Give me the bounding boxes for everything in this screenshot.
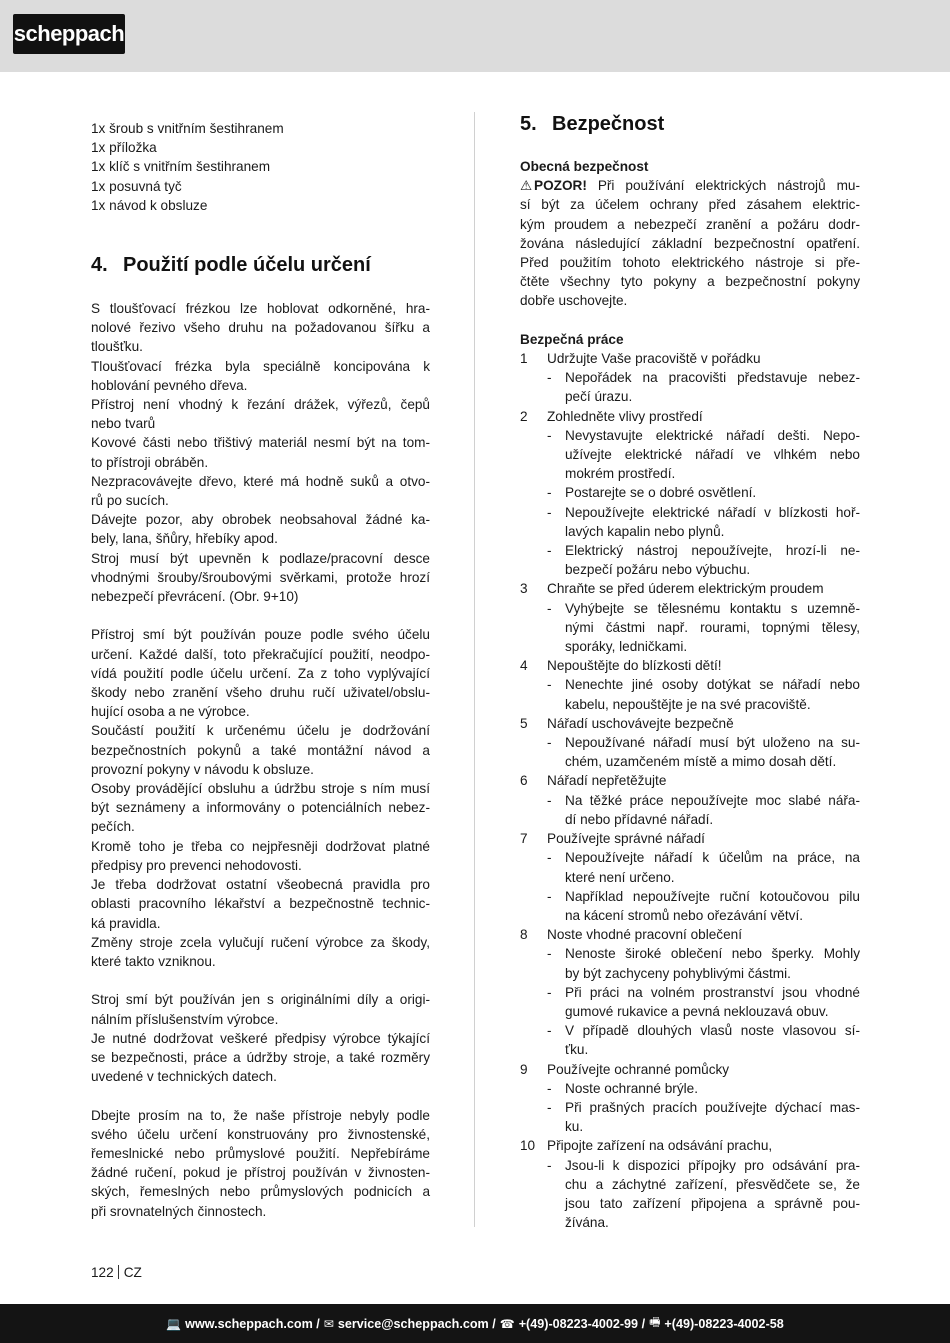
text-line: chu a záchytné zařízení, přesvědčete se, že: [565, 1176, 860, 1192]
safety-bullet: [520, 1079, 860, 1098]
paragraph: [91, 510, 430, 548]
safety-bullet: [520, 426, 860, 484]
paragraph: [91, 721, 430, 779]
safety-bullet: [520, 887, 860, 925]
text-line: Elektrický nástroj nepoužívejte, hrozí-li ne-: [565, 543, 860, 559]
text-line: Nenechte jiné osoby dotýkat se nářadí nebo: [565, 677, 860, 693]
item-number: 9: [520, 1061, 528, 1077]
section-4-heading: 4. Použití podle účelu určení: [91, 254, 371, 277]
text-line: čtěte všechny tyto pokyny a bezpečnostní pokyny: [520, 274, 860, 290]
text-line: řemeslnické nebo průmyslové použití. Nepřebíráme: [91, 1145, 430, 1161]
item-number: 10: [520, 1138, 536, 1154]
mail-icon: ✉: [323, 1316, 334, 1331]
text-line: Postarejte se o dobré osvětlení.: [565, 485, 757, 501]
item-number: 8: [520, 927, 528, 943]
item-title: Zohledněte vlivy prostředí: [547, 408, 703, 424]
safety-bullet: [520, 541, 860, 579]
text-line: rů po sucích.: [91, 493, 169, 509]
item-number: 1: [520, 351, 528, 367]
text-line: Nezpracovávejte dřevo, které má hodně suků a otvo-: [91, 473, 430, 489]
item-title: Chraňte se před úderem elektrickým proudem: [547, 581, 824, 597]
parts-list-item: 1x posuvná tyč: [91, 178, 182, 194]
paragraph: [91, 875, 430, 933]
paragraph: [91, 357, 430, 395]
dash-marker: -: [547, 1080, 552, 1096]
text-line: lavých kapalin nebo plynů.: [565, 523, 725, 539]
parts-list-item: 1x šroub s vnitřním šestihranem: [91, 121, 284, 136]
safety-bullet: [520, 675, 860, 713]
paragraph: [91, 395, 430, 433]
item-title: Nářadí nepřetěžujte: [547, 773, 667, 789]
item-title: Používejte ochranné pomůcky: [547, 1061, 730, 1077]
dash-marker: -: [547, 946, 552, 962]
header-bar: [0, 0, 950, 72]
footer-phone: +(49)-08223-4002-99 /: [518, 1316, 646, 1331]
text-line: vhodnými šrouby/šroubovými svěrkami, protože hrozí: [91, 569, 430, 585]
text-line: ku.: [565, 1119, 584, 1135]
text-line: kabelu, nepouštějte je na své pracoviště.: [565, 696, 811, 712]
text-line: pečí úrazu.: [565, 389, 633, 405]
safety-item: [520, 407, 860, 426]
text-line: Stroj musí být upevněn k podlaze/pracovní desce: [91, 550, 430, 566]
paragraph: [91, 433, 430, 471]
text-line: žována následující základní bezpečnostní opatření.: [520, 235, 860, 251]
item-title: Používejte správné nářadí: [547, 831, 705, 847]
text-line: ká pravidla.: [91, 915, 161, 931]
safety-item: [520, 829, 860, 848]
text-line: ťku.: [565, 1042, 589, 1058]
text-line: Osoby provádějící obsluhu a údržbu stroje s ním musí: [91, 781, 430, 797]
paragraph: [91, 1106, 430, 1221]
section-5-heading: 5. Bezpečnost: [520, 113, 665, 135]
text-line: které není určeno.: [565, 869, 675, 885]
text-line: nálním příslušenstvím výrobce.: [91, 1011, 279, 1027]
text-line: Změny stroje zcela vylučují ručení výrobce za škody,: [91, 934, 430, 950]
safety-bullet: [520, 983, 860, 1021]
dash-marker: -: [547, 1099, 552, 1115]
text-line: sí být za účelem ochrany před zásahem elektric-: [520, 197, 860, 213]
item-number: 2: [520, 408, 528, 424]
text-line: Vyhýbejte se tělesnému kontaktu s uzemně-: [565, 600, 860, 616]
paragraph: [91, 299, 430, 357]
text-line: Při práci na volném prostranství jsou vhodné: [565, 984, 860, 1000]
paragraph: [91, 472, 430, 510]
paragraph: [91, 990, 430, 1028]
text-line: nými částmi např. rourami, topnými tělesy,: [565, 619, 860, 635]
safety-bullet: [520, 791, 860, 829]
text-line: určení. Každé další, toto překračující použití, neodpo-: [91, 646, 430, 662]
paragraph: [91, 625, 430, 721]
text-line: Nepoužívejte nářadí k účelům na práce, na: [565, 850, 860, 866]
item-title: Nepouštějte do blízkosti dětí!: [547, 658, 722, 674]
text-line: vídá použití podle účelu určení. Za z toho vyplývající: [91, 665, 430, 681]
safety-bullet: [520, 503, 860, 541]
text-line: gumové rukavice a pevná neklouzavá obuv.: [565, 1003, 829, 1019]
item-number: 7: [520, 831, 528, 847]
text-line: dí nebo přídavné nářadí.: [565, 811, 714, 827]
text-line: Nevystavujte elektrické nářadí dešti. Nepo-: [565, 427, 860, 443]
safety-bullet: [520, 1098, 860, 1136]
text-line: Před použitím tohoto elektrického nástroje si pře-: [520, 255, 860, 271]
text-line: oblasti pracovního lékařství a bezpečnostně technic-: [91, 896, 430, 912]
safe-work-heading: Bezpečná práce: [520, 331, 624, 347]
text-line: bely, lana, šňůry, hřebíky apod.: [91, 531, 278, 547]
computer-icon: 💻: [166, 1316, 182, 1331]
text-line: to přístroji obráběn.: [91, 454, 209, 470]
text-line: Dávejte pozor, aby obrobek neobsahoval žádné ka-: [91, 512, 430, 528]
text-line: Například nepoužívejte ruční kotoučovou pilu: [565, 888, 860, 904]
footer-email[interactable]: service@scheppach.com /: [337, 1316, 496, 1331]
paragraph: [91, 549, 430, 607]
warning-icon: ⚠: [520, 178, 533, 194]
dash-marker: -: [547, 370, 552, 386]
text-line: být seznámeny a informovány o potenciálních nebez-: [91, 800, 430, 816]
paragraph: [91, 933, 430, 971]
parts-list: [91, 119, 430, 215]
text-line: svého účelu určení konstruovány pro živnostenské,: [91, 1126, 430, 1142]
text-line: chém, uzamčeném místě a mimo dosah dětí.: [565, 754, 837, 770]
dash-marker: -: [547, 1023, 552, 1039]
text-line: škody nebo zranění všeho druhu ručí uživatel/obslu-: [91, 685, 430, 701]
text-line: Dbejte prosím na to, že naše přístroje nebyly podle: [91, 1107, 430, 1123]
left-column: [91, 119, 430, 1221]
safety-item: [520, 349, 860, 368]
dash-marker: -: [547, 792, 552, 808]
column-divider: [474, 112, 475, 1227]
dash-marker: -: [547, 600, 552, 616]
footer-website[interactable]: www.scheppach.com /: [185, 1316, 320, 1331]
text-line: na kácení stromů nebo ořezávání větví.: [565, 907, 804, 923]
text-line: mokrém prostředí.: [565, 466, 676, 482]
text-line: Kovové části nebo třištivý materiál nesmí být na tom-: [91, 435, 430, 451]
safety-bullet: [520, 1021, 860, 1059]
fax-icon: 🖷: [649, 1315, 661, 1329]
page-number: 122 CZ: [91, 1265, 142, 1280]
item-title: Připojte zařízení na odsávání prachu,: [547, 1138, 773, 1154]
text-line: Je třeba dodržovat ostatní všeobecná pravidla pro: [91, 877, 430, 893]
text-line: při srovnatelných činnostech.: [91, 1203, 267, 1219]
safety-item: [520, 1136, 860, 1155]
text-line: pečích.: [91, 819, 135, 835]
text-line: nebo tvarů: [91, 416, 156, 432]
dash-marker: -: [547, 888, 552, 904]
item-title: Udržujte Vaše pracoviště v pořádku: [547, 351, 761, 367]
dash-marker: -: [547, 543, 552, 559]
text-line: bezpečnostních pokynů a také montážní návod a: [91, 742, 430, 758]
safety-bullet: [520, 368, 860, 406]
dash-marker: -: [547, 504, 552, 520]
text-line: předpisy pro prevenci nehodovosti.: [91, 857, 302, 873]
text-line: S tloušťovací frézkou lze hoblovat odkorněné, hra-: [91, 301, 430, 317]
dash-marker: -: [547, 1157, 552, 1173]
text-line: nebezpečí převrácení. (Obr. 9+10): [91, 589, 299, 605]
footer-fax: +(49)-08223-4002-58: [664, 1316, 784, 1331]
warning-paragraph: ⚠ POZOR! Při používání elektrických nástrojů mu- sí být za účelem ochrany před zásahem elektric- kým proudem a nebezpečí zranění a požáru dodr- žována následující základní bezpečnostní opatření. Před použitím tohoto elektrického nástroje si pře- čtěte všechny tyto pokyny a bezpečnostní pokyny dobře uschovejte.: [520, 176, 860, 310]
text-line: nolové řezivo všeho druhu na požadovanou šířku a: [91, 320, 430, 336]
item-number: 3: [520, 581, 528, 597]
dash-marker: -: [547, 850, 552, 866]
safety-item: [520, 771, 860, 790]
general-safety-heading: Obecná bezpečnost: [520, 159, 649, 174]
text-line: se bezpečnosti, práce a údržby stroje, a také rozměry: [91, 1049, 430, 1065]
text-line: Jsou-li k dispozici přípojky pro odsávání pra-: [565, 1157, 860, 1173]
text-line: žívána.: [565, 1215, 609, 1231]
safety-item: [520, 925, 860, 944]
safety-bullet: [520, 944, 860, 982]
text-line: Součástí použití k určenému účelu je dodržování: [91, 723, 430, 739]
text-line: Nepoužívejte elektrické nářadí v blízkosti hoř-: [565, 504, 860, 520]
text-line: Je nutné dodržovat veškeré předpisy výrobce týkající: [91, 1030, 430, 1046]
safety-bullet: [520, 599, 860, 657]
text-line: sporáky, ledničkami.: [565, 639, 688, 655]
text-line: Nenoste široké oblečení nebo šperky. Mohly: [565, 946, 860, 962]
text-line: hoblování pevného dřeva.: [91, 377, 248, 393]
text-line: Tloušťovací frézka byla speciálně koncipována k: [91, 358, 430, 374]
safety-items-list: [520, 349, 860, 1232]
parts-list-item: 1x klíč s vnitřním šestihranem: [91, 159, 271, 175]
text-line: Na těžké práce nepoužívejte moc slabé nářa-: [565, 792, 860, 808]
item-title: Noste vhodné pracovní oblečení: [547, 927, 742, 943]
item-number: 5: [520, 715, 528, 731]
phone-icon: ☎: [499, 1316, 515, 1331]
dash-marker: -: [547, 984, 552, 1000]
text-line: hující osoba a ne výrobce.: [91, 704, 250, 720]
text-line: Nepoužívané nářadí musí být uloženo na su-: [565, 735, 860, 751]
paragraph: [91, 779, 430, 837]
text-line: žádné ručení, pokud je přístroj používán v živnosten-: [91, 1165, 430, 1181]
safety-bullet: [520, 733, 860, 771]
paragraph: [91, 837, 430, 875]
item-title: Nářadí uschovávejte bezpečně: [547, 715, 734, 731]
text-line: dobře uschovejte.: [520, 293, 628, 309]
item-number: 4: [520, 658, 528, 674]
text-line: Noste ochranné brýle.: [565, 1080, 698, 1096]
dash-marker: -: [547, 485, 552, 501]
text-line: užívejte elektrické nářadí ve vlhkém nebo: [565, 447, 860, 463]
dash-marker: -: [547, 735, 552, 751]
safety-bullet: [520, 483, 860, 502]
text-line: bezpečí požáru nebo výbuchu.: [565, 562, 751, 578]
text-line: které takto vzniknou.: [91, 953, 216, 969]
parts-list-item: 1x návod k obsluze: [91, 197, 208, 213]
safety-item: [520, 579, 860, 598]
text-line: Přístroj není vhodný k řezání drážek, výřezů, čepů: [91, 397, 430, 413]
text-line: provozní pokyny v návodu k obsluze.: [91, 761, 314, 777]
text-line: by být zachyceny pohyblivými částmi.: [565, 965, 791, 981]
safety-item: [520, 656, 860, 675]
dash-marker: -: [547, 677, 552, 693]
dash-marker: -: [547, 427, 552, 443]
text-line: Přístroj smí být používán pouze podle svého účelu: [91, 627, 430, 643]
safety-bullet: [520, 1156, 860, 1233]
text-line: Kromě toho je třeba co nejpřesněji dodržovat platné: [91, 838, 430, 854]
text-line: uvedené v technických datech.: [91, 1069, 277, 1085]
text-line: Stroj smí být používán jen s originálními díly a origi-: [91, 992, 430, 1008]
parts-list-item: 1x příložka: [91, 140, 157, 156]
safety-item: [520, 1060, 860, 1079]
paragraph: [91, 1029, 430, 1087]
warning-label: POZOR!: [534, 178, 587, 194]
text-line: tloušťku.: [91, 339, 143, 355]
safety-bullet: [520, 848, 860, 886]
text-line: Nepořádek na pracovišti představuje nebez-: [565, 370, 860, 386]
footer-bar: [0, 1304, 950, 1343]
right-column: [520, 112, 860, 1232]
left-body: [91, 299, 430, 1221]
brand-logo: scheppach: [13, 14, 125, 54]
text-line: ských, řemeslných nebo průmyslových podnicích a: [91, 1184, 430, 1200]
text-line: kým proudem a nebezpečí zranění a požáru dodr-: [520, 216, 860, 232]
safety-item: [520, 714, 860, 733]
text-line: V případě dlouhých vlasů noste vlasovou sí-: [565, 1023, 860, 1039]
item-number: 6: [520, 773, 528, 789]
text-line: jsou tato zařízení připojena a správně pou-: [565, 1195, 860, 1211]
text-line: Při prašných pracích používejte dýchací mas-: [565, 1099, 860, 1115]
